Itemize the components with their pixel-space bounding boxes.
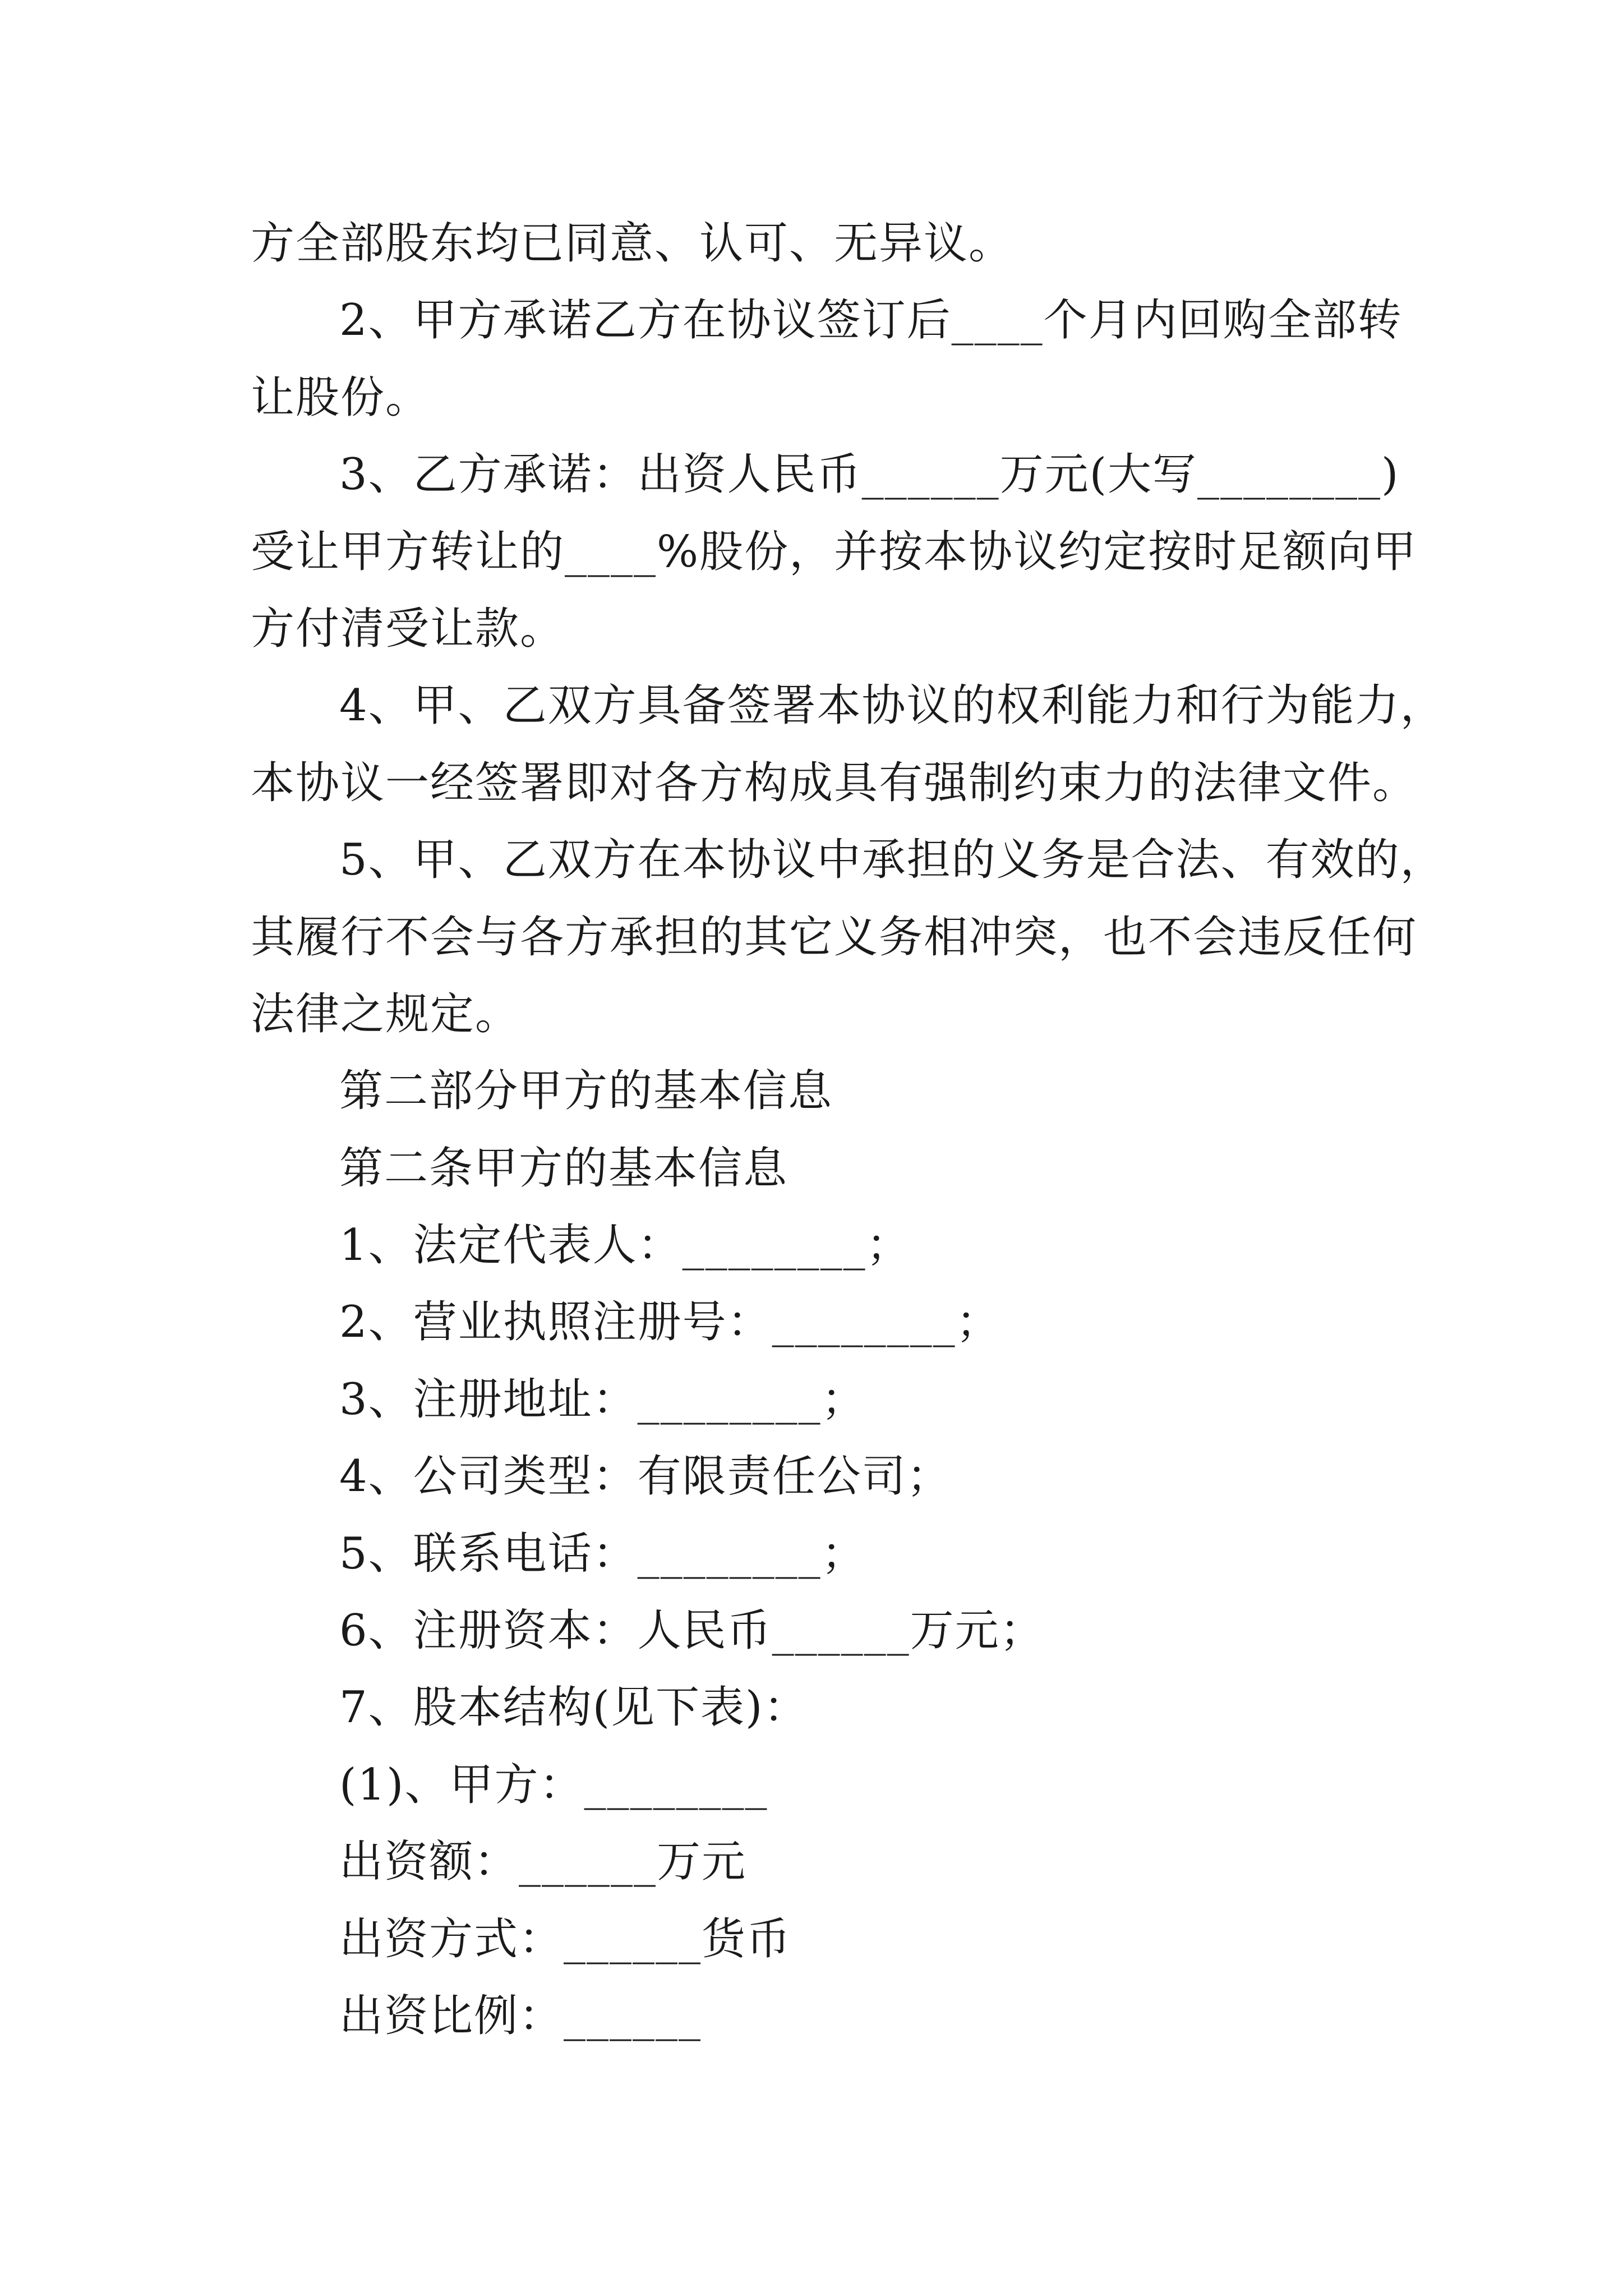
clause-3-continuation-line: 方付清受让款。 xyxy=(251,603,565,654)
clause-2-line: 2、甲方承诺乙方在协议签订后____个月内回购全部转 xyxy=(339,295,1403,346)
info-item-equity-structure: 7、股本结构(见下表)： xyxy=(339,1682,809,1733)
shareholder-contribution-amount: 出资额：______万元 xyxy=(339,1837,747,1888)
clause-5-continuation-line: 其履行不会与各方承担的其它义务相冲突，也不会违反任何 xyxy=(251,912,1418,963)
article-heading: 第二条甲方的基本信息 xyxy=(339,1143,789,1194)
section-heading: 第二部分甲方的基本信息 xyxy=(339,1066,833,1117)
shareholder-party-a: (1)、甲方：________ xyxy=(339,1759,768,1810)
shareholder-contribution-ratio: 出资比例：______ xyxy=(339,1990,702,2041)
info-item-registered-address: 3、注册地址：________； xyxy=(339,1374,866,1425)
clause-5-continuation-line: 法律之规定。 xyxy=(251,988,520,1039)
info-item-phone: 5、联系电话：________； xyxy=(339,1528,866,1579)
clause-2-continuation-line: 让股份。 xyxy=(251,372,431,423)
clause-3-line: 3、乙方承诺：出资人民币______万元(大写________) xyxy=(339,449,1400,500)
info-item-legal-representative: 1、法定代表人：________； xyxy=(339,1220,911,1271)
info-item-business-license: 2、营业执照注册号：________； xyxy=(339,1297,1001,1348)
paragraph-continuation-line: 方全部股东均已同意、认可、无异议。 xyxy=(251,218,1014,269)
shareholder-contribution-method: 出资方式：______货币 xyxy=(339,1913,792,1964)
info-item-registered-capital: 6、注册资本：人民币______万元； xyxy=(339,1605,1045,1657)
info-item-company-type: 4、公司类型：有限责任公司； xyxy=(339,1451,952,1502)
clause-5-line: 5、甲、乙双方在本协议中承担的义务是合法、有效的， xyxy=(339,835,1445,886)
clause-3-continuation-line: 受让甲方转让的____%股份，并按本协议约定按时足额向甲 xyxy=(251,526,1418,577)
clause-4-continuation-line: 本协议一经签署即对各方构成具有强制约束力的法律文件。 xyxy=(251,757,1418,808)
clause-4-line: 4、甲、乙双方具备签署本协议的权利能力和行为能力， xyxy=(339,680,1445,731)
